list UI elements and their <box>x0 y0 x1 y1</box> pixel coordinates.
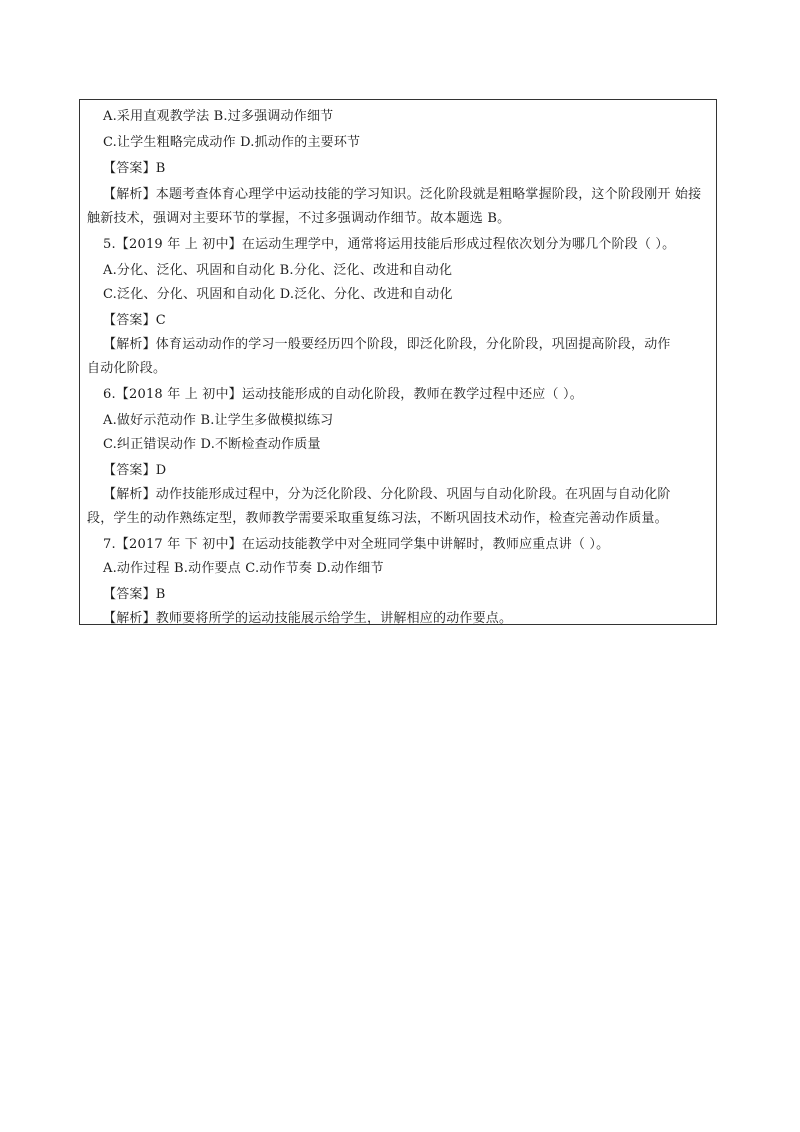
question-line: 5.【2019 年 上 初中】在运动生理学中，通常将运用技能后形成过程依次划分为哪几个阶段（ ）。 <box>103 237 676 252</box>
option-line: C.纠正错误动作 D.不断检查动作质量 <box>103 437 321 452</box>
option-line: A.动作过程 B.动作要点 C.动作节奏 D.动作细节 <box>103 561 384 576</box>
answer-line: 【答案】D <box>103 463 167 478</box>
analysis-line: 段，学生的动作熟练定型，教师教学需要采取重复练习法，不断巩固技术动作，检查完善动作质量。 <box>87 511 668 526</box>
option-line: C.让学生粗略完成动作 D.抓动作的主要环节 <box>103 135 361 150</box>
option-line: C.泛化、分化、巩固和自动化 D.泛化、分化、改进和自动化 <box>103 287 453 302</box>
answer-line: 【答案】C <box>103 313 166 328</box>
answer-line: 【答案】B <box>103 587 166 602</box>
analysis-line: 触新技术，强调对主要环节的掌握，不过多强调动作细节。故本题选 B。 <box>87 211 511 226</box>
analysis-line: 【解析】动作技能形成过程中，分为泛化阶段、分化阶段、巩固与自动化阶段。在巩固与自动化阶 <box>103 487 671 502</box>
option-line: A.分化、泛化、巩固和自动化 B.分化、泛化、改进和自动化 <box>103 263 453 278</box>
question-line: 7.【2017 年 下 初中】在运动技能教学中对全班同学集中讲解时，教师应重点讲（ ）。 <box>103 537 610 552</box>
answer-line: 【答案】B <box>103 161 166 176</box>
question-line: 6.【2018 年 上 初中】运动技能形成的自动化阶段，教师在教学过程中还应（ ）。 <box>103 387 583 402</box>
option-line: A.做好示范动作 B.让学生多做模拟练习 <box>103 413 334 428</box>
analysis-line: 【解析】本题考查体育心理学中运动技能的学习知识。泛化阶段就是粗略掌握阶段，这个阶段刚开 始接 <box>103 187 702 202</box>
option-line: A.采用直观教学法 B.过多强调动作细节 <box>103 109 334 124</box>
analysis-line: 自动化阶段。 <box>87 361 167 376</box>
analysis-line: 【解析】体育运动动作的学习一般要经历四个阶段，即泛化阶段，分化阶段，巩固提高阶段，动作 <box>103 337 671 352</box>
analysis-line: 【解析】教师要将所学的运动技能展示给学生，讲解相应的动作要点。 <box>103 611 513 626</box>
